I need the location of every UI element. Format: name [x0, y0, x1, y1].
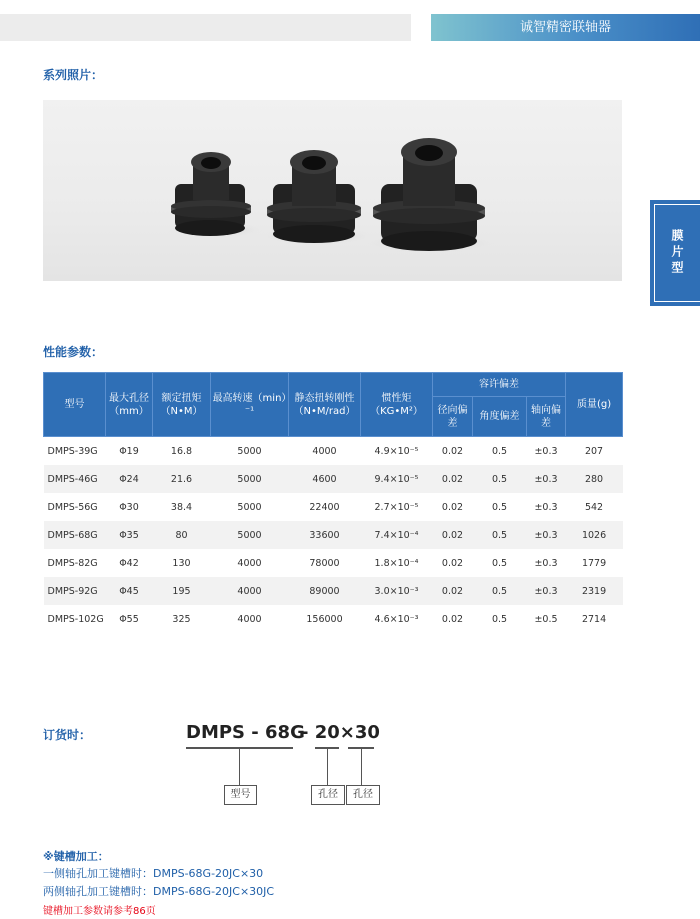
bore1-leader-line: [327, 749, 328, 786]
table-row: [44, 577, 623, 605]
coupling-large-image: [366, 138, 494, 253]
cell-model: DMPS-102G: [47, 613, 104, 625]
cell-max-speed: 5000: [237, 445, 262, 457]
header-inertia: 惯性矩（KG•M²）: [361, 373, 433, 437]
coupling-medium-image: [261, 150, 373, 245]
header-max-bore: 最大孔径（mm）: [106, 373, 153, 437]
cell-max-speed: 4000: [211, 577, 289, 605]
coupling-illustration: [43, 100, 622, 281]
cell-axial: ±0.3: [527, 521, 566, 549]
cell-angular: 0.5: [491, 445, 508, 457]
cell-angular: 0.5: [473, 577, 527, 605]
side-category-tab: [650, 200, 700, 306]
cell-max-speed: 4000: [237, 613, 262, 625]
header-angular: 角度偏差: [473, 397, 527, 437]
spec-table: [43, 372, 623, 633]
cell-inertia: 2.7×10⁻⁵: [374, 501, 419, 513]
cell-inertia: 4.6×10⁻³: [374, 613, 419, 625]
table-row: [44, 493, 623, 521]
cell-inertia: 3.0×10⁻³: [361, 577, 433, 605]
cell-inertia: 9.4×10⁻⁵: [361, 465, 433, 493]
header-rated-torque: 额定扭矩（N•M）: [153, 373, 211, 437]
cell-model: DMPS-46G: [44, 465, 106, 493]
cell-mass: 1026: [566, 521, 623, 549]
cell-max-bore: Φ42: [119, 557, 139, 569]
cell-radial: 0.02: [441, 501, 464, 513]
cell-model: DMPS-56G: [47, 501, 98, 513]
order-code-bores: - 20×30: [301, 722, 380, 743]
header-radial: 径向偏差: [433, 397, 473, 437]
cell-max-bore: Φ24: [106, 465, 153, 493]
cell-axial: ±0.5: [534, 613, 558, 625]
cell-static-stiffness: 89000: [289, 577, 361, 605]
cell-max-speed: 5000: [211, 521, 289, 549]
header-axial: 轴向偏差: [527, 397, 566, 437]
cell-axial: ±0.3: [534, 501, 558, 513]
cell-mass: 1779: [581, 557, 607, 569]
cell-radial: 0.02: [441, 557, 464, 569]
cell-mass: 542: [584, 501, 604, 513]
cell-rated-torque: 16.8: [170, 445, 193, 457]
cell-static-stiffness: 156000: [306, 613, 343, 625]
order-code-model: DMPS - 68G: [186, 722, 305, 743]
cell-inertia: 1.8×10⁻⁴: [374, 557, 419, 569]
header-model: 型号: [44, 373, 106, 437]
photo-section-title: 系列照片：: [43, 68, 104, 82]
cell-rated-torque: 38.4: [170, 501, 193, 513]
keyway-title: ※键槽加工：: [43, 850, 109, 863]
table-row: [44, 521, 623, 549]
coupling-small-image: [167, 152, 263, 238]
spec-section-title: 性能参数：: [43, 345, 104, 359]
cell-angular: 0.5: [491, 613, 508, 625]
cell-model: DMPS-39G: [47, 445, 98, 457]
order-section-title: 订货时：: [43, 728, 92, 742]
keyway-note: 键槽加工参数请参考86页: [43, 906, 156, 917]
cell-static-stiffness: 4600: [289, 465, 361, 493]
table-row: [44, 605, 623, 633]
cell-mass: 2319: [566, 577, 623, 605]
header-banner: 诚智精密联轴器: [431, 14, 700, 41]
header-max-speed: 最高转速（min）⁻¹: [211, 373, 289, 437]
header-static-stiffness: 静态扭转刚性（N•M/rad）: [289, 373, 361, 437]
model-leader-line: [239, 749, 240, 786]
cell-model: DMPS-68G: [44, 521, 106, 549]
cell-rated-torque: 21.6: [153, 465, 211, 493]
cell-axial: ±0.3: [527, 465, 566, 493]
cell-max-speed: 4000: [237, 557, 262, 569]
model-label-box: 型号: [224, 785, 257, 805]
cell-rated-torque: 325: [172, 613, 191, 625]
side-tab-label: 膜片型: [654, 204, 700, 302]
cell-max-bore: Φ35: [106, 521, 153, 549]
cell-radial: 0.02: [441, 445, 464, 457]
cell-rated-torque: 195: [153, 577, 211, 605]
cell-angular: 0.5: [473, 521, 527, 549]
keyway-line-one-side: 一侧轴孔加工键槽时：DMPS-68G-20JC×30: [43, 867, 264, 880]
cell-model: DMPS-92G: [44, 577, 106, 605]
header-tolerance: 容许偏差: [433, 373, 566, 397]
product-photo: [43, 100, 622, 281]
cell-mass: 207: [584, 445, 604, 457]
cell-max-speed: 5000: [237, 501, 262, 513]
cell-axial: ±0.3: [534, 557, 558, 569]
header-grey-bar: [0, 14, 411, 41]
cell-max-speed: 5000: [211, 465, 289, 493]
cell-angular: 0.5: [491, 557, 508, 569]
cell-rated-torque: 130: [172, 557, 191, 569]
cell-max-bore: Φ55: [119, 613, 139, 625]
bore1-label-box: 孔径: [311, 785, 345, 805]
cell-mass: 2714: [581, 613, 607, 625]
table-row: [44, 549, 623, 577]
bore2-leader-line: [361, 749, 362, 786]
keyway-line-two-side: 两侧轴孔加工键槽时：DMPS-68G-20JC×30JC: [43, 885, 275, 898]
cell-max-bore: Φ30: [119, 501, 139, 513]
cell-max-bore: Φ45: [106, 577, 153, 605]
cell-mass: 280: [566, 465, 623, 493]
cell-max-bore: Φ19: [119, 445, 139, 457]
table-row: [44, 465, 623, 493]
cell-angular: 0.5: [473, 465, 527, 493]
cell-axial: ±0.3: [527, 577, 566, 605]
cell-radial: 0.02: [433, 521, 473, 549]
table-row: [44, 437, 623, 466]
cell-static-stiffness: 22400: [309, 501, 340, 513]
bore2-label-box: 孔径: [346, 785, 380, 805]
cell-inertia: 7.4×10⁻⁴: [361, 521, 433, 549]
cell-static-stiffness: 78000: [309, 557, 340, 569]
cell-angular: 0.5: [491, 501, 508, 513]
cell-radial: 0.02: [433, 465, 473, 493]
cell-model: DMPS-82G: [47, 557, 98, 569]
cell-static-stiffness: 4000: [312, 445, 337, 457]
header-mass: 质量(g): [566, 373, 623, 437]
cell-rated-torque: 80: [153, 521, 211, 549]
cell-radial: 0.02: [441, 613, 464, 625]
cell-axial: ±0.3: [534, 445, 558, 457]
cell-radial: 0.02: [433, 577, 473, 605]
cell-static-stiffness: 33600: [289, 521, 361, 549]
cell-inertia: 4.9×10⁻⁵: [374, 445, 419, 457]
